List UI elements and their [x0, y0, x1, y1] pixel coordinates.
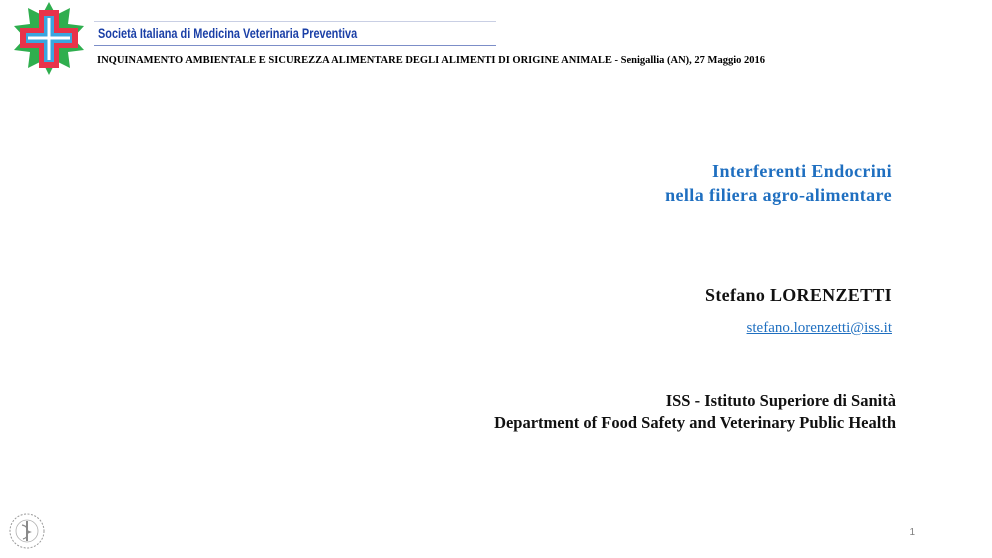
event-subtitle: INQUINAMENTO AMBIENTALE E SICUREZZA ALIMENTARE DEGLI ALIMENTI DI ORIGINE ANIMALE - Senigallia (AN), 27 Maggio 2016 — [97, 55, 766, 66]
organization-name: Società Italiana di Medicina Veterinaria Preventiva — [98, 25, 358, 41]
institution-line-1: ISS - Istituto Superiore di Sanità — [665, 391, 896, 410]
header-rule-bottom — [94, 45, 496, 46]
simevep-logo-icon — [8, 0, 90, 78]
header-rule-top — [94, 21, 496, 22]
page-number: 1 — [909, 527, 915, 538]
title-line-1: Interferenti Endocrini — [712, 161, 892, 181]
author-email-link[interactable]: stefano.lorenzetti@iss.it — [746, 320, 892, 336]
institution-block — [494, 390, 896, 434]
author-name: Stefano LORENZETTI — [705, 285, 892, 305]
institution-line-2: Department of Food Safety and Veterinary Public Health — [494, 413, 896, 432]
title-line-2: nella filiera agro-alimentare — [665, 185, 892, 205]
presentation-title — [665, 159, 892, 207]
iss-seal-icon — [8, 512, 46, 550]
